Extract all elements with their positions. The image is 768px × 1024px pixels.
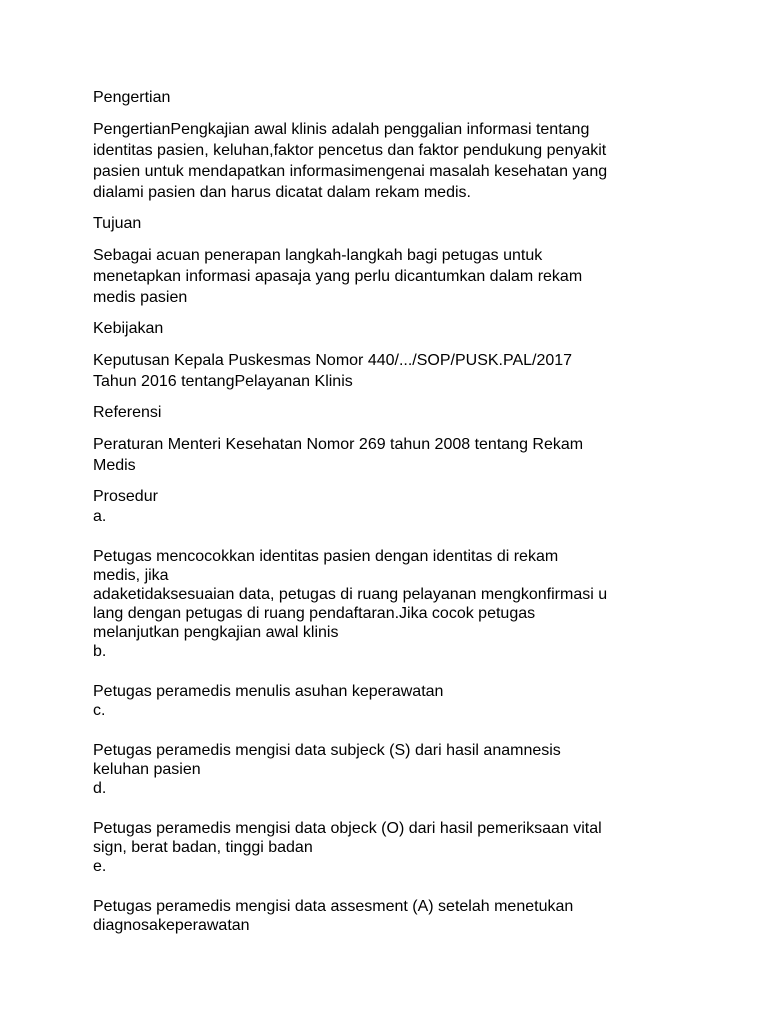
section-body-pengertian (93, 119, 683, 203)
section-body-referensi (93, 434, 683, 476)
section-body-kebijakan (93, 350, 683, 392)
step-text (93, 741, 683, 779)
text-line: melanjutkan pengkajian awal klinis (93, 624, 339, 641)
text-line: Keputusan Kepala Puskesmas Nomor 440/.../SOP/PUSK.PAL/2017 (93, 352, 573, 369)
text-line: Medis (93, 457, 136, 474)
text-line: Tahun 2016 tentangPelayanan Klinis (93, 373, 353, 390)
text-line: lang dengan petugas di ruang pendaftaran.Jika cocok petugas (93, 605, 536, 622)
procedure-step-c (93, 701, 683, 779)
text-line: Petugas peramedis mengisi data objeck (O) dari hasil pemeriksaan vital (93, 820, 602, 837)
text-line: PengertianPengkajian awal klinis adalah penggalian informasi tentang (93, 121, 590, 138)
step-text (93, 682, 683, 701)
section-heading-referensi: Referensi (93, 404, 162, 421)
procedure-step-a (93, 507, 683, 642)
step-letter: e. (93, 858, 107, 875)
text-line: medis pasien (93, 289, 188, 306)
text-line: pasien untuk mendapatkan informasimengenai masalah kesehatan yang (93, 163, 608, 180)
text-line: adaketidaksesuaian data, petugas di ruang pelayanan mengkonfirmasi u (93, 586, 608, 603)
text-line: Sebagai acuan penerapan langkah-langkah bagi petugas untuk (93, 247, 543, 264)
text-line: Petugas peramedis mengisi data assesment (A) setelah menetukan (93, 898, 574, 915)
text-line: Peraturan Menteri Kesehatan Nomor 269 tahun 2008 tentang Rekam (93, 436, 584, 453)
section-body-tujuan (93, 245, 683, 308)
text-line: dialami pasien dan harus dicatat dalam rekam medis. (93, 184, 471, 201)
section-heading-kebijakan: Kebijakan (93, 320, 164, 337)
text-line: Petugas peramedis mengisi data subjeck (S) dari hasil anamnesis (93, 742, 561, 759)
document-page (93, 87, 683, 935)
procedure-step-e (93, 857, 683, 935)
procedure-step-d (93, 779, 683, 857)
text-line: sign, berat badan, tinggi badan (93, 839, 313, 856)
text-line: Petugas peramedis menulis asuhan keperawatan (93, 683, 444, 700)
step-letter: d. (93, 780, 107, 797)
step-text (93, 819, 683, 857)
text-line: keluhan pasien (93, 761, 201, 778)
section-heading-pengertian: Pengertian (93, 89, 171, 106)
text-line: diagnosakeperawatan (93, 917, 250, 934)
procedure-step-b (93, 642, 683, 701)
section-heading-prosedur: Prosedur (93, 488, 158, 505)
text-line: menetapkan informasi apasaja yang perlu dicantumkan dalam rekam (93, 268, 583, 285)
text-line: medis, jika (93, 567, 169, 584)
step-letter: c. (93, 702, 106, 719)
step-text (93, 547, 683, 642)
text-line: identitas pasien, keluhan,faktor pencetus dan faktor pendukung penyakit (93, 142, 607, 159)
step-letter: b. (93, 643, 107, 660)
section-heading-tujuan: Tujuan (93, 215, 142, 232)
step-text (93, 897, 683, 935)
text-line: Petugas mencocokkan identitas pasien dengan identitas di rekam (93, 548, 559, 565)
step-letter: a. (93, 508, 107, 525)
